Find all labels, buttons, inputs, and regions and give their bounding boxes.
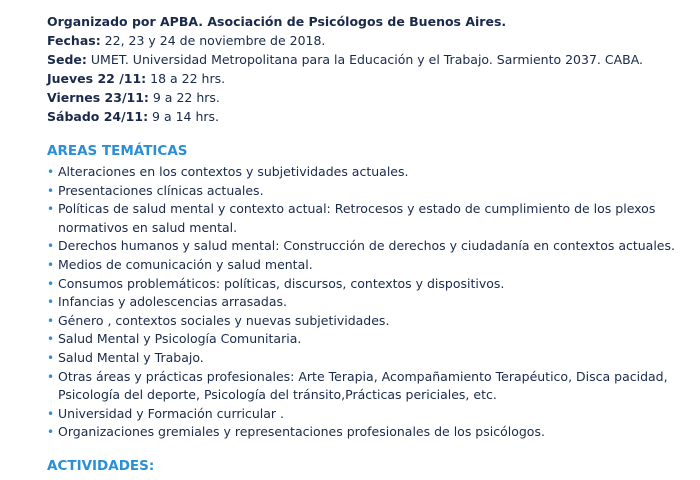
- bullet-icon: •: [47, 369, 55, 384]
- list-item: [47, 200, 687, 237]
- list-item: [47, 423, 687, 442]
- bullet-icon: •: [47, 183, 55, 198]
- list-item: [47, 349, 687, 368]
- list-item: [47, 275, 687, 294]
- list-item: [47, 256, 687, 275]
- list-item: [47, 330, 687, 349]
- schedule-day: Viernes 23/11:: [47, 90, 149, 105]
- topic-text: Infancias y adolescencias arrasadas.: [58, 294, 287, 310]
- dates-line: [47, 31, 687, 50]
- topic-text: Medios de comunicación y salud mental.: [58, 256, 313, 272]
- schedule-hours: 9 a 14 hrs.: [148, 109, 220, 124]
- bullet-icon: •: [47, 239, 55, 254]
- venue-line: [47, 50, 687, 69]
- topic-text: Organizaciones gremiales y representaciones profesionales de los psicólogos.: [58, 424, 545, 440]
- topic-text: Consumos problemáticos: políticas, discursos, contextos y dispositivos.: [58, 275, 505, 291]
- bullet-icon: •: [47, 350, 55, 365]
- schedule-hours: 18 a 22 hrs.: [146, 71, 226, 86]
- list-item: [47, 163, 687, 182]
- bullet-icon: •: [47, 257, 55, 272]
- topic-text: Políticas de salud mental y contexto actual: Retrocesos y estado de cumplimiento de los plexos normativos en salud mental.: [58, 201, 656, 235]
- venue-value: UMET. Universidad Metropolitana para la Educación y el Trabajo. Sarmiento 2037. CABA.: [86, 52, 644, 67]
- schedule-line-friday: [47, 88, 687, 107]
- topic-text: Salud Mental y Trabajo.: [58, 349, 204, 365]
- topic-text: Universidad y Formación curricular .: [58, 405, 285, 421]
- topic-text: Presentaciones clínicas actuales.: [58, 182, 264, 198]
- list-item: [47, 182, 687, 201]
- list-item: [47, 312, 687, 331]
- list-item: [47, 293, 687, 312]
- bullet-icon: •: [47, 332, 55, 347]
- bullet-icon: •: [47, 202, 55, 217]
- organizer-line: [47, 12, 687, 31]
- areas-section-title: AREAS TEMÁTICAS: [47, 143, 188, 159]
- bullet-icon: •: [47, 165, 55, 179]
- schedule-line-thursday: [47, 69, 687, 88]
- schedule-day: Sábado 24/11:: [47, 109, 149, 124]
- schedule-day: Jueves 22 /11:: [47, 71, 147, 86]
- dates-label: Fechas:: [47, 33, 101, 48]
- schedule-hours: 9 a 22 hrs.: [148, 90, 220, 105]
- list-item: [47, 368, 687, 405]
- bullet-icon: •: [47, 313, 55, 328]
- organizer-value: APBA. Asociación de Psicólogos de Buenos Aires.: [155, 14, 507, 29]
- list-item: [47, 237, 687, 256]
- bullet-icon: •: [47, 425, 55, 440]
- topic-text: Salud Mental y Psicología Comunitaria.: [58, 331, 302, 347]
- topic-text: Derechos humanos y salud mental: Construcción de derechos y ciudadanía en contextos actuales.: [58, 238, 675, 254]
- event-details: [47, 12, 687, 126]
- list-item: [47, 405, 687, 424]
- topic-text: Otras áreas y prácticas profesionales: Arte Terapia, Acompañamiento Terapéutico, Disca pacidad, Psicología del deporte, Psicología del tránsito,Prácticas periciales, etc.: [58, 368, 668, 403]
- topic-text: Género , contextos sociales y nuevas subjetividades.: [58, 312, 390, 328]
- activities-section-title: ACTIVIDADES:: [47, 458, 155, 474]
- bullet-icon: •: [47, 406, 55, 421]
- dates-value: 22, 23 y 24 de noviembre de 2018.: [100, 33, 326, 48]
- venue-label: Sede:: [47, 52, 87, 67]
- areas-topic-list: [47, 163, 687, 442]
- bullet-icon: •: [47, 295, 55, 310]
- bullet-icon: •: [47, 276, 55, 291]
- topic-text: Alteraciones en los contextos y subjetividades actuales.: [58, 164, 409, 179]
- organizer-label: Organizado por: [47, 14, 156, 29]
- schedule-line-saturday: [47, 107, 687, 126]
